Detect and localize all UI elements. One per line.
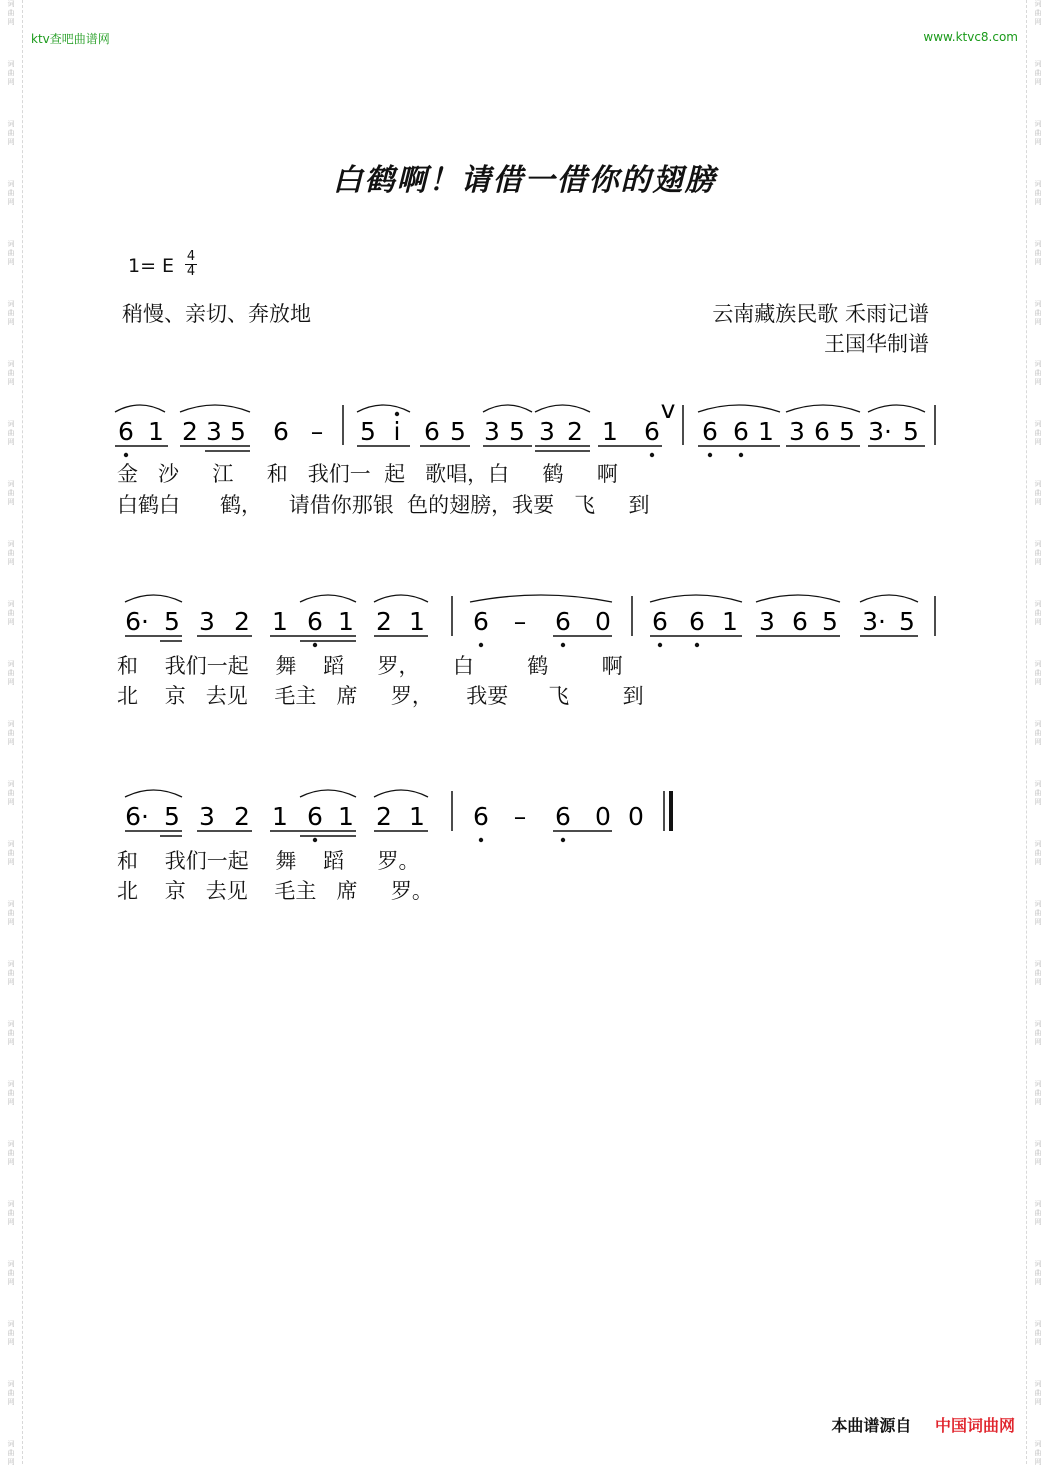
note: 6 [307, 802, 323, 831]
watermark-text: 词 曲 网 [1034, 1020, 1042, 1046]
watermark-text: 词 曲 网 [7, 180, 15, 206]
watermark-text: 词 曲 网 [7, 540, 15, 566]
octave-dot [658, 643, 662, 647]
slur [650, 595, 742, 602]
breath-mark: v [660, 395, 676, 424]
slur [698, 405, 780, 412]
watermark-text: 词 曲 网 [1034, 1380, 1042, 1406]
slur [374, 595, 428, 602]
octave-dot [739, 453, 743, 457]
watermark-text: 词 曲 网 [1034, 1260, 1042, 1286]
watermark-text: 词 曲 网 [7, 300, 15, 326]
note: 3 [199, 802, 215, 831]
slur [868, 405, 925, 412]
watermark-text: 词 曲 网 [1034, 180, 1042, 206]
note: 6 [652, 607, 668, 636]
note: 1 [409, 607, 425, 636]
watermark-text: 词 曲 网 [7, 1020, 15, 1046]
lyric-row-1-verse-1: 金 沙 江 和 我们一 起 歌唱，白 鹤 啊 [117, 462, 618, 486]
note: 1 [272, 802, 288, 831]
slur [357, 405, 410, 412]
note: 5 [164, 607, 180, 636]
watermark-text: 词 曲 网 [7, 840, 15, 866]
note: i [393, 417, 401, 446]
slur [470, 595, 612, 602]
credit-line-2: 王国华制谱 [824, 332, 929, 356]
notation-row-3 [125, 790, 671, 842]
note: 1 [272, 607, 288, 636]
note: 6 [555, 607, 571, 636]
watermark-text: 词 曲 网 [7, 420, 15, 446]
lyric-row-3-verse-2: 北 京 去见 毛主 席 罗。 [117, 879, 433, 903]
tempo-marking: 稍慢、亲切、奔放地 [122, 302, 311, 326]
note: 1 [602, 417, 618, 446]
watermark-text: 词 曲 网 [7, 480, 15, 506]
watermark-text: 词 曲 网 [7, 120, 15, 146]
watermark-text: 词 曲 网 [7, 780, 15, 806]
site-link-right[interactable]: www.ktvc8.com [923, 30, 1018, 44]
note: 2 [234, 607, 250, 636]
slur [125, 790, 182, 797]
watermark-text: 词 曲 网 [1034, 1200, 1042, 1226]
note: 5 [839, 417, 855, 446]
watermark-text: 词 曲 网 [1034, 480, 1042, 506]
note: 0 [628, 802, 644, 831]
note: 6 [689, 607, 705, 636]
octave-dot [313, 838, 317, 842]
note: 3 [484, 417, 500, 446]
note: 1 [148, 417, 164, 446]
watermark-text: 词 曲 网 [7, 660, 15, 686]
note: 5 [450, 417, 466, 446]
note: 1 [722, 607, 738, 636]
watermark-text: 词 曲 网 [7, 240, 15, 266]
note: – [513, 802, 527, 831]
credit-line-1: 云南藏族民歌 禾雨记谱 [712, 302, 929, 326]
note: 6· [125, 802, 149, 831]
watermark-text: 词 曲 网 [7, 1380, 15, 1406]
note: 2 [376, 802, 392, 831]
watermark-text: 词 曲 网 [7, 900, 15, 926]
slur [374, 790, 428, 797]
note: 1 [758, 417, 774, 446]
watermark-text: 词 曲 网 [7, 1200, 15, 1226]
key-signature: 1= E [128, 255, 175, 277]
watermark-text: 词 曲 网 [1034, 0, 1042, 26]
watermark-text: 词 曲 网 [7, 1320, 15, 1346]
slur [860, 595, 918, 602]
octave-dot [561, 643, 565, 647]
note: 3 [199, 607, 215, 636]
note: – [513, 607, 527, 636]
note: 1 [338, 607, 354, 636]
notation-row-2 [125, 595, 935, 647]
watermark-text: 词 曲 网 [7, 60, 15, 86]
watermark-text: 词 曲 网 [1034, 720, 1042, 746]
watermark-text: 词 曲 网 [1034, 780, 1042, 806]
note: 6 [792, 607, 808, 636]
slur [125, 595, 182, 602]
watermark-text: 词 曲 网 [1034, 1440, 1042, 1466]
slur [300, 595, 356, 602]
footer-brand-link[interactable]: 中国词曲网 [934, 1416, 1015, 1435]
note: 6 [307, 607, 323, 636]
note: 5 [360, 417, 376, 446]
footer-source [831, 1413, 1015, 1436]
note: 0 [595, 607, 611, 636]
watermark-text: 词 曲 网 [1034, 600, 1042, 626]
note: 1 [338, 802, 354, 831]
note: 3 [759, 607, 775, 636]
note: 3 [206, 417, 222, 446]
octave-dot [650, 453, 654, 457]
watermark-text: 词 曲 网 [7, 960, 15, 986]
lyric-row-2-verse-1: 和 我们一起 舞 蹈 罗， 白 鹤 啊 [117, 654, 623, 678]
octave-dot-high [395, 412, 399, 416]
note: 3 [539, 417, 555, 446]
watermark-text: 词 曲 网 [1034, 120, 1042, 146]
watermark-text: 词 曲 网 [7, 1080, 15, 1106]
song-title: 白鹤啊！请借一借你的翅膀 [332, 163, 717, 198]
watermark-text: 词 曲 网 [7, 720, 15, 746]
watermark-text: 词 曲 网 [7, 1260, 15, 1286]
note: 6 [473, 607, 489, 636]
notation-row-1 [115, 395, 935, 457]
note: 2 [234, 802, 250, 831]
note: 5 [230, 417, 246, 446]
watermark-text: 词 曲 网 [7, 0, 15, 26]
watermark-text: 词 曲 网 [1034, 360, 1042, 386]
watermark-text: 词 曲 网 [7, 1140, 15, 1166]
note: 5 [164, 802, 180, 831]
slur [483, 405, 532, 412]
watermark-text: 词 曲 网 [7, 1440, 15, 1466]
note: 6 [118, 417, 134, 446]
note: 3 [789, 417, 805, 446]
note: 2 [376, 607, 392, 636]
octave-dot [479, 643, 483, 647]
octave-dot [695, 643, 699, 647]
watermark-text: 词 曲 网 [1034, 1140, 1042, 1166]
note: 3· [862, 607, 886, 636]
watermark-text: 词 曲 网 [1034, 660, 1042, 686]
note: 6 [473, 802, 489, 831]
slur [180, 405, 250, 412]
watermark-text: 词 曲 网 [1034, 960, 1042, 986]
watermark-text: 词 曲 网 [1034, 1320, 1042, 1346]
note: 6 [702, 417, 718, 446]
note: 6 [273, 417, 289, 446]
note: – [310, 417, 324, 446]
watermark-text: 词 曲 网 [1034, 900, 1042, 926]
watermark-text: 词 曲 网 [1034, 60, 1042, 86]
note: 6 [555, 802, 571, 831]
slur [786, 405, 860, 412]
watermark-text: 词 曲 网 [7, 360, 15, 386]
octave-dot [124, 453, 128, 457]
octave-dot [479, 838, 483, 842]
octave-dot [708, 453, 712, 457]
octave-dot [561, 838, 565, 842]
lyric-row-1-verse-2: 白鹤白 鹤， 请借你那银 色的翅膀，我要 飞 到 [117, 493, 650, 517]
slur [115, 405, 165, 412]
lyric-row-2-verse-2: 北 京 去见 毛主 席 罗， 我要 飞 到 [117, 684, 644, 708]
footer-source-label: 本曲谱源自 [831, 1416, 912, 1435]
watermark-text: 词 曲 网 [7, 600, 15, 626]
time-signature-top: 4 [186, 249, 196, 264]
slur [756, 595, 840, 602]
watermark-text: 词 曲 网 [1034, 540, 1042, 566]
note: 0 [595, 802, 611, 831]
octave-dot [313, 643, 317, 647]
watermark-text: 词 曲 网 [1034, 240, 1042, 266]
time-signature-bottom: 4 [186, 264, 196, 279]
note: 5 [899, 607, 915, 636]
note: 6· [125, 607, 149, 636]
watermark-text: 词 曲 网 [1034, 420, 1042, 446]
note: 6 [644, 417, 660, 446]
watermark-text: 词 曲 网 [1034, 300, 1042, 326]
slur [300, 790, 356, 797]
watermark-text: 词 曲 网 [1034, 840, 1042, 866]
watermark-text: 词 曲 网 [1034, 1080, 1042, 1106]
slur [535, 405, 590, 412]
note: 6 [733, 417, 749, 446]
note: 5 [903, 417, 919, 446]
note: 2 [567, 417, 583, 446]
note: 5 [822, 607, 838, 636]
note: 6 [424, 417, 440, 446]
site-link-left[interactable]: ktv查吧曲谱网 [31, 32, 110, 46]
note: 3· [868, 417, 892, 446]
note: 1 [409, 802, 425, 831]
note: 5 [509, 417, 525, 446]
note: 2 [182, 417, 198, 446]
lyric-row-3-verse-1: 和 我们一起 舞 蹈 罗。 [117, 849, 420, 873]
note: 6 [814, 417, 830, 446]
